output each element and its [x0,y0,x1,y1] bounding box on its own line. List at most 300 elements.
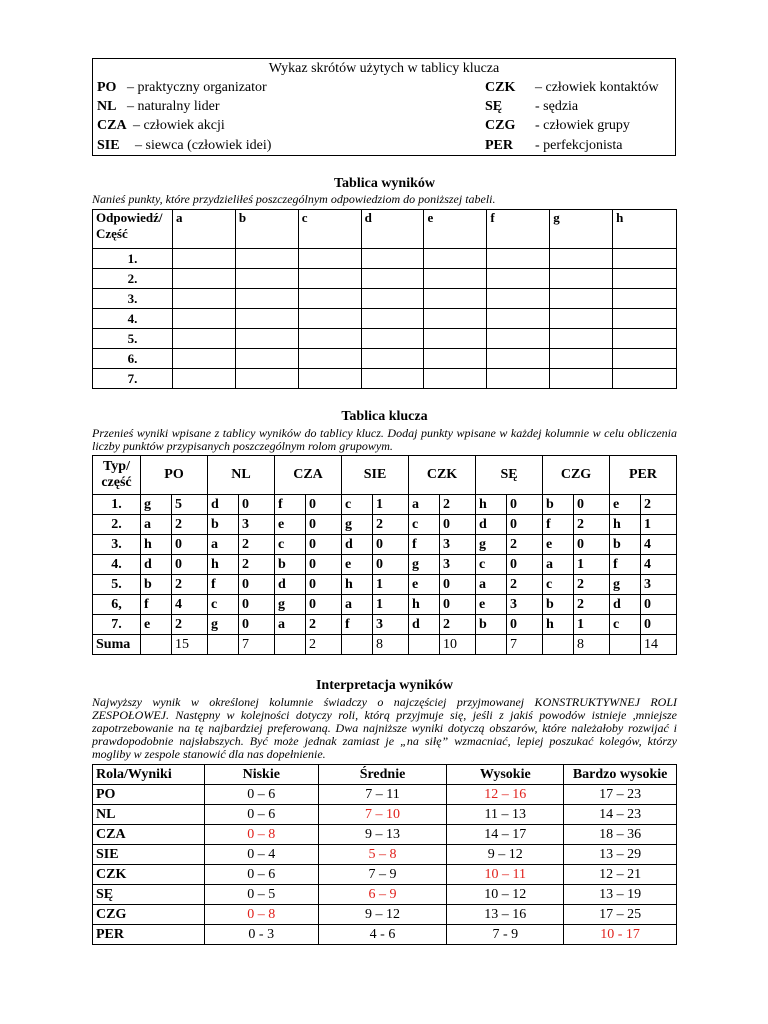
key-row-label: 5. [93,575,141,595]
results-empty-cell [235,369,298,389]
results-empty-cell [487,309,550,329]
key-answer-letter: c [208,595,239,615]
key-answer-letter: g [141,495,172,515]
interpretation-range: 7 - 9 [447,925,564,945]
key-row-label: 7. [93,615,141,635]
key-answer-letter: a [409,495,440,515]
interpretation-range: 5 – 8 [318,845,447,865]
key-answer-letter: c [476,555,507,575]
abbr-code: SĘ [485,99,503,114]
key-points: 3 [440,555,476,575]
results-empty-cell [424,369,487,389]
key-points: 0 [507,615,543,635]
key-answer-letter: e [409,575,440,595]
key-sum-value: 8 [373,635,409,655]
key-header-row [93,456,677,495]
key-answer-letter: h [141,535,172,555]
results-empty-cell [487,369,550,389]
key-answer-letter: d [476,515,507,535]
key-answer-letter: h [409,595,440,615]
interpretation-range: 7 – 10 [318,805,447,825]
key-sum-value: 14 [641,635,677,655]
key-points: 0 [641,595,677,615]
key-row [93,515,677,535]
key-points: 1 [574,555,610,575]
results-row-label: 7. [93,369,173,389]
key-points: 0 [440,515,476,535]
interpretation-range: 17 – 23 [564,785,677,805]
results-empty-cell [424,309,487,329]
interpretation-range: 0 – 5 [204,885,318,905]
results-corner-cell [93,210,173,249]
results-empty-cell [550,269,613,289]
interpretation-role: PO [93,785,205,805]
key-points: 1 [373,575,409,595]
key-answer-letter: a [141,515,172,535]
key-points: 0 [507,555,543,575]
results-empty-cell [550,289,613,309]
key-sum-value: 7 [239,635,275,655]
key-row [93,615,677,635]
results-empty-cell [361,309,424,329]
key-points: 0 [440,575,476,595]
results-empty-cell [613,309,677,329]
results-empty-cell [550,249,613,269]
interpretation-role: CZG [93,905,205,925]
key-sum-blank [342,635,373,655]
key-answer-letter: e [275,515,306,535]
results-empty-cell [613,269,677,289]
abbreviation-row [93,99,675,118]
key-answer-letter: g [208,615,239,635]
abbr-desc: - perfekcjonista [535,138,623,153]
results-column-header: c [298,210,361,249]
abbr-code: SIE [97,138,120,153]
results-empty-cell [424,249,487,269]
key-answer-letter: b [610,535,641,555]
corner-label: Odpowiedź/ [96,210,163,225]
key-points: 0 [507,495,543,515]
interpretation-range: 0 – 6 [204,865,318,885]
results-empty-cell [235,269,298,289]
key-answer-letter: g [342,515,373,535]
key-role-header: CZK [409,456,476,495]
interpretation-range: 9 – 13 [318,825,447,845]
abbr-desc: – praktyczny organizator [127,80,267,95]
key-points: 0 [306,595,342,615]
key-answer-letter: a [476,575,507,595]
interpretation-range: 10 – 11 [447,865,564,885]
key-points: 2 [507,535,543,555]
results-row-label: 4. [93,309,173,329]
results-empty-cell [613,369,677,389]
interpretation-row [93,845,677,865]
interpretation-range: 13 – 19 [564,885,677,905]
results-empty-cell [424,289,487,309]
corner-label: Typ/ [103,459,130,474]
key-answer-letter: f [275,495,306,515]
key-points: 2 [373,515,409,535]
results-empty-cell [298,249,361,269]
key-answer-letter: f [543,515,574,535]
abbr-code: CZK [485,80,516,95]
results-empty-cell [172,269,235,289]
key-answer-letter: h [208,555,239,575]
abbr-desc: – siewca (człowiek idei) [135,138,272,153]
abbreviations-box [92,58,676,156]
key-answer-letter: g [610,575,641,595]
key-answer-letter: b [476,615,507,635]
key-points: 4 [172,595,208,615]
abbr-code: PER [485,138,513,153]
results-empty-cell [550,329,613,349]
interpretation-column-header: Wysokie [447,765,564,785]
results-column-header: f [487,210,550,249]
key-sum-blank [409,635,440,655]
results-empty-cell [235,249,298,269]
key-answer-letter: c [275,535,306,555]
results-header-row [93,210,677,249]
interpretation-role: PER [93,925,205,945]
interpretation-range: 9 – 12 [318,905,447,925]
key-sum-value: 2 [306,635,342,655]
results-empty-cell [172,349,235,369]
key-answer-letter: e [141,615,172,635]
interpretation-range: 6 – 9 [318,885,447,905]
interpretation-range: 10 – 12 [447,885,564,905]
key-sum-blank [275,635,306,655]
interpretation-role: SĘ [93,885,205,905]
key-answer-letter: c [610,615,641,635]
key-points: 2 [574,515,610,535]
results-empty-cell [235,289,298,309]
key-points: 0 [239,575,275,595]
key-instruction: Przenieś wyniki wpisane z tablicy wyników do tablicy klucz. Dodaj punkty wpisane w każdej kolumnie w celu obliczenia liczby punktów przypisanych poszczególnym rolom grupowym. [92,426,677,453]
abbreviation-row [93,118,675,137]
key-row-label: 3. [93,535,141,555]
results-empty-cell [550,349,613,369]
results-empty-cell [424,269,487,289]
key-row-label: 1. [93,495,141,515]
results-empty-cell [235,349,298,369]
key-answer-letter: c [543,575,574,595]
interpretation-row [93,825,677,845]
results-empty-cell [487,249,550,269]
key-points: 0 [440,595,476,615]
key-answer-letter: g [275,595,306,615]
key-points: 2 [440,495,476,515]
results-empty-cell [298,349,361,369]
interpretation-role: NL [93,805,205,825]
key-sum-value: 15 [172,635,208,655]
key-points: 1 [373,495,409,515]
results-empty-cell [172,289,235,309]
key-points: 3 [641,575,677,595]
key-points: 1 [641,515,677,535]
interpretation-row [93,905,677,925]
abbreviation-row [93,80,675,99]
results-empty-cell [487,269,550,289]
results-column-header: b [235,210,298,249]
key-points: 2 [574,575,610,595]
interpretation-title: Interpretacja wyników [315,678,453,693]
results-empty-cell [613,329,677,349]
key-corner-cell [93,456,141,495]
abbreviation-row [93,138,675,157]
key-sum-label: Suma [93,635,141,655]
key-answer-letter: e [476,595,507,615]
key-points: 0 [507,515,543,535]
results-empty-cell [298,289,361,309]
key-sum-blank [543,635,574,655]
key-points: 0 [641,615,677,635]
key-row [93,555,677,575]
key-points: 2 [574,595,610,615]
key-answer-letter: d [141,555,172,575]
key-role-header: PO [141,456,208,495]
key-answer-letter: b [543,595,574,615]
key-role-header: CZA [275,456,342,495]
key-answer-letter: g [409,555,440,575]
key-sum-blank [208,635,239,655]
interpretation-range: 14 – 23 [564,805,677,825]
interpretation-row [93,785,677,805]
key-answer-letter: d [610,595,641,615]
interpretation-header-row [93,765,677,785]
interpretation-range: 17 – 25 [564,905,677,925]
key-answer-letter: e [342,555,373,575]
results-empty-cell [613,249,677,269]
results-row [93,369,677,389]
interpretation-range: 0 – 8 [204,905,318,925]
key-points: 1 [373,595,409,615]
results-empty-cell [424,349,487,369]
interpretation-role: SIE [93,845,205,865]
results-row [93,329,677,349]
results-row-label: 6. [93,349,173,369]
results-empty-cell [298,369,361,389]
interpretation-role: CZA [93,825,205,845]
key-points: 3 [373,615,409,635]
key-role-header: PER [610,456,677,495]
key-points: 0 [306,575,342,595]
interpretation-range: 9 – 12 [447,845,564,865]
key-sum-row [93,635,677,655]
interpretation-range: 0 – 6 [204,785,318,805]
key-sum-value: 10 [440,635,476,655]
interpretation-range: 12 – 16 [447,785,564,805]
results-empty-cell [172,329,235,349]
key-points: 2 [641,495,677,515]
key-answer-letter: d [409,615,440,635]
key-answer-letter: a [275,615,306,635]
key-points: 0 [239,615,275,635]
results-column-header: h [613,210,677,249]
key-answer-letter: g [476,535,507,555]
results-empty-cell [298,269,361,289]
results-empty-cell [550,369,613,389]
results-empty-cell [172,249,235,269]
key-row [93,595,677,615]
key-answer-letter: h [610,515,641,535]
key-answer-letter: a [342,595,373,615]
results-empty-cell [487,349,550,369]
key-points: 0 [306,515,342,535]
results-instruction: Nanieś punkty, które przydzieliłeś poszczególnym odpowiedziom do poniższej tabeli. [92,192,496,206]
key-row [93,575,677,595]
results-empty-cell [361,329,424,349]
key-points: 4 [641,535,677,555]
key-role-header: NL [208,456,275,495]
results-empty-cell [361,349,424,369]
results-row-label: 2. [93,269,173,289]
interpretation-range: 13 – 29 [564,845,677,865]
abbr-code: PO [97,80,117,95]
key-answer-letter: a [543,555,574,575]
interpretation-text: Najwyższy wynik w określonej kolumnie świadczy o najczęściej przyjmowanej KONSTRUKTYWNEJ ROLI ZESPOŁOWEJ. Następny w kolejności dotyczy roli, którą przyjmuje się, jeśli z jakiś powodów istnieje ,mniejsze zapotrzebowanie na tę najbardziej preferowaną. Dwa najniższe wyniki dotyczą obszarów, które należałoby rozwijać i prawdopodobnie najsłabszych. Być może jednak zamiast je „na siłę” wzmacniać, lepiej poszukać kolegów, którzy mogliby w zespole stanowić dla nas dopełnienie. [92,695,677,761]
key-row-label: 6, [93,595,141,615]
key-answer-letter: a [208,535,239,555]
key-points: 1 [574,615,610,635]
abbr-desc: – naturalny lider [127,99,220,114]
results-empty-cell [550,309,613,329]
results-table [92,209,677,389]
key-points: 0 [373,555,409,575]
interpretation-role: CZK [93,865,205,885]
key-points: 0 [306,555,342,575]
results-empty-cell [172,309,235,329]
results-column-header: a [172,210,235,249]
key-points: 0 [373,535,409,555]
interpretation-range: 11 – 13 [447,805,564,825]
results-row [93,349,677,369]
key-points: 3 [239,515,275,535]
key-answer-letter: e [610,495,641,515]
results-empty-cell [361,269,424,289]
results-empty-cell [298,329,361,349]
key-points: 2 [507,575,543,595]
abbr-desc: – człowiek akcji [133,118,225,133]
key-role-header: SĘ [476,456,543,495]
results-empty-cell [235,309,298,329]
interpretation-range: 10 - 17 [564,925,677,945]
key-answer-letter: e [543,535,574,555]
abbreviations-title: Wykaz skrótów użytych w tablicy klucza [268,61,500,76]
key-points: 2 [172,515,208,535]
key-answer-letter: f [208,575,239,595]
key-answer-letter: f [141,595,172,615]
key-answer-letter: d [275,575,306,595]
key-points: 0 [306,535,342,555]
interpretation-range: 0 - 3 [204,925,318,945]
key-row-label: 2. [93,515,141,535]
interpretation-column-header: Rola/Wyniki [93,765,205,785]
key-points: 0 [306,495,342,515]
corner-label: część [101,475,132,490]
results-row [93,269,677,289]
results-empty-cell [424,329,487,349]
interpretation-range: 0 – 8 [204,825,318,845]
key-points: 2 [172,615,208,635]
interpretation-column-header: Bardzo wysokie [564,765,677,785]
key-points: 2 [306,615,342,635]
key-answer-letter: h [342,575,373,595]
key-points: 0 [574,495,610,515]
interpretation-row [93,885,677,905]
key-row-label: 4. [93,555,141,575]
interpretation-range: 7 – 11 [318,785,447,805]
results-empty-cell [172,369,235,389]
key-sum-blank [476,635,507,655]
key-answer-letter: b [141,575,172,595]
key-answer-letter: f [409,535,440,555]
results-empty-cell [361,289,424,309]
results-title: Tablica wyników [333,176,435,191]
key-points: 4 [641,555,677,575]
results-row [93,309,677,329]
results-row-label: 3. [93,289,173,309]
results-column-header: d [361,210,424,249]
key-points: 0 [172,555,208,575]
interpretation-range: 14 – 17 [447,825,564,845]
interpretation-column-header: Niskie [204,765,318,785]
key-table [92,455,677,655]
key-role-header: SIE [342,456,409,495]
abbr-code: CZA [97,118,127,133]
key-points: 0 [172,535,208,555]
key-answer-letter: b [208,515,239,535]
key-sum-blank [610,635,641,655]
key-points: 3 [507,595,543,615]
key-sum-blank [141,635,172,655]
key-answer-letter: h [476,495,507,515]
key-answer-letter: b [275,555,306,575]
interpretation-range: 18 – 36 [564,825,677,845]
key-sum-value: 7 [507,635,543,655]
results-row-label: 1. [93,249,173,269]
results-empty-cell [235,329,298,349]
key-answer-letter: b [543,495,574,515]
key-points: 0 [574,535,610,555]
abbr-code: CZG [485,118,516,133]
key-points: 2 [239,535,275,555]
key-answer-letter: c [409,515,440,535]
key-answer-letter: f [342,615,373,635]
abbr-code: NL [97,99,117,114]
interpretation-table [92,764,677,945]
interpretation-range: 0 – 4 [204,845,318,865]
key-points: 5 [172,495,208,515]
key-points: 0 [239,595,275,615]
interpretation-row [93,865,677,885]
interpretation-row [93,925,677,945]
results-empty-cell [613,289,677,309]
results-empty-cell [361,249,424,269]
key-answer-letter: d [208,495,239,515]
key-role-header: CZG [543,456,610,495]
results-column-header: g [550,210,613,249]
key-points: 2 [239,555,275,575]
results-row-label: 5. [93,329,173,349]
results-empty-cell [298,309,361,329]
corner-label: Część [96,226,128,241]
interpretation-row [93,805,677,825]
abbr-desc: – człowiek kontaktów [535,80,659,95]
abbr-desc: - człowiek grupy [535,118,630,133]
key-answer-letter: c [342,495,373,515]
results-empty-cell [487,289,550,309]
key-answer-letter: f [610,555,641,575]
